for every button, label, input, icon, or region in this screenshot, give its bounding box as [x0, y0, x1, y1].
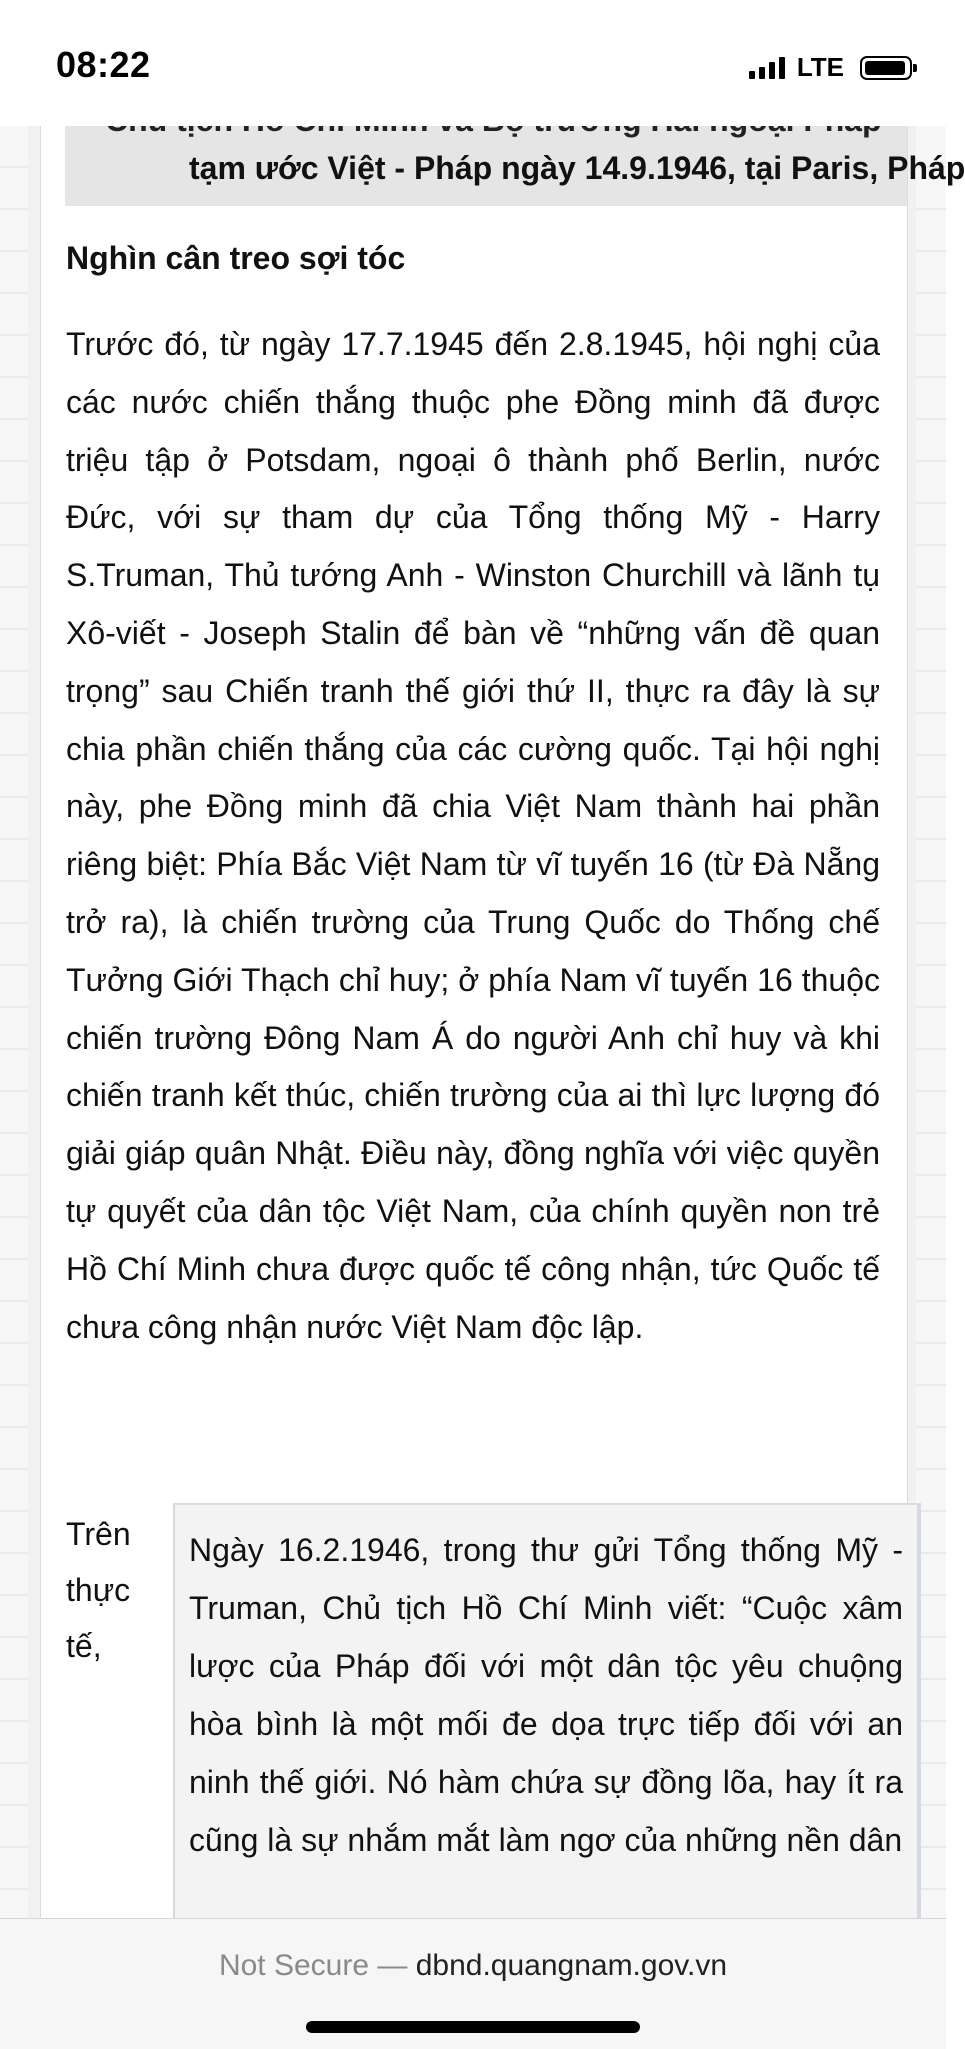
article-content: [40, 126, 965, 1918]
article-paragraph: Trước đó, từ ngày 17.7.1945 đến 2.8.1945, hội nghị của các nước chiến thắng thuộc phe Đồng minh đã được triệu tập ở Potsdam, ngoại ô thành phố Berlin, nước Đức, với sự tham dự của Tổng thống Mỹ - Harry S.Truman, Thủ tướng Anh - Winston Churchill và lãnh tụ Xô-viết - Joseph Stalin để bàn về “những vấn đề quan trọng” sau Chiến tranh thế giới thứ II, thực ra đây là sự chia phần chiến thắng của các cường quốc. Tại hội nghị này, phe Đồng minh đã chia Việt Nam thành hai phần riêng biệt: Phía Bắc Việt Nam từ vĩ tuyến 16 (từ Đà Nẵng trở ra), là chiến trường của Trung Quốc do Thống chế Tưởng Giới Thạch chỉ huy; ở phía Nam vĩ tuyến 16 thuộc chiến trường Đông Nam Á do người Anh chỉ huy và khi chiến tranh kết thúc, chiến trường của ai thì lực lượng đó giải giáp quân Nhật. Điều này, đồng nghĩa với việc quyền tự quyết của dân tộc Việt Nam, của chính quyền non trẻ Hồ Chí Minh chưa được quốc tế công nhận, tức Quốc tế chưa công nhận nước Việt Nam độc lập.: [66, 326, 880, 1345]
caption-line: tạm ước Việt - Pháp ngày 14.9.1946, tại Paris, Pháp: [189, 150, 965, 186]
quote-box: [173, 1503, 921, 1933]
inline-lead-text: Trên thực tế,: [66, 1516, 131, 1664]
status-indicators: [749, 52, 912, 83]
signal-icon: [749, 57, 785, 79]
web-page[interactable]: [0, 126, 965, 1918]
image-caption: [65, 126, 965, 206]
section-heading: Nghìn cân treo sợi tóc: [66, 240, 406, 276]
address-bar[interactable]: [0, 1949, 946, 1983]
quote-text: Ngày 16.2.1946, trong thư gửi Tổng thống Mỹ - Truman, Chủ tịch Hồ Chí Minh viết: “Cuộc xâm lược của Pháp đối với một dân tộc yêu chuộng hòa bình là một mối đe dọa trực tiếp đối với an ninh thế giới. Nó hàm chứa sự đồng lõa, hay ít ra cũng là sự nhắm mắt làm ngơ của những nền dân: [189, 1532, 903, 1858]
page-background-left: [0, 126, 28, 1918]
network-label: LTE: [796, 52, 844, 82]
status-time: 08:22: [56, 44, 151, 85]
browser-bottom-bar: [0, 1918, 946, 2049]
battery-icon: [860, 56, 912, 80]
security-label: Not Secure —: [218, 1949, 408, 1982]
status-bar: [0, 0, 946, 126]
home-indicator[interactable]: [306, 2021, 640, 2033]
domain-text: dbnd.quangnam.gov.vn: [415, 1949, 728, 1982]
